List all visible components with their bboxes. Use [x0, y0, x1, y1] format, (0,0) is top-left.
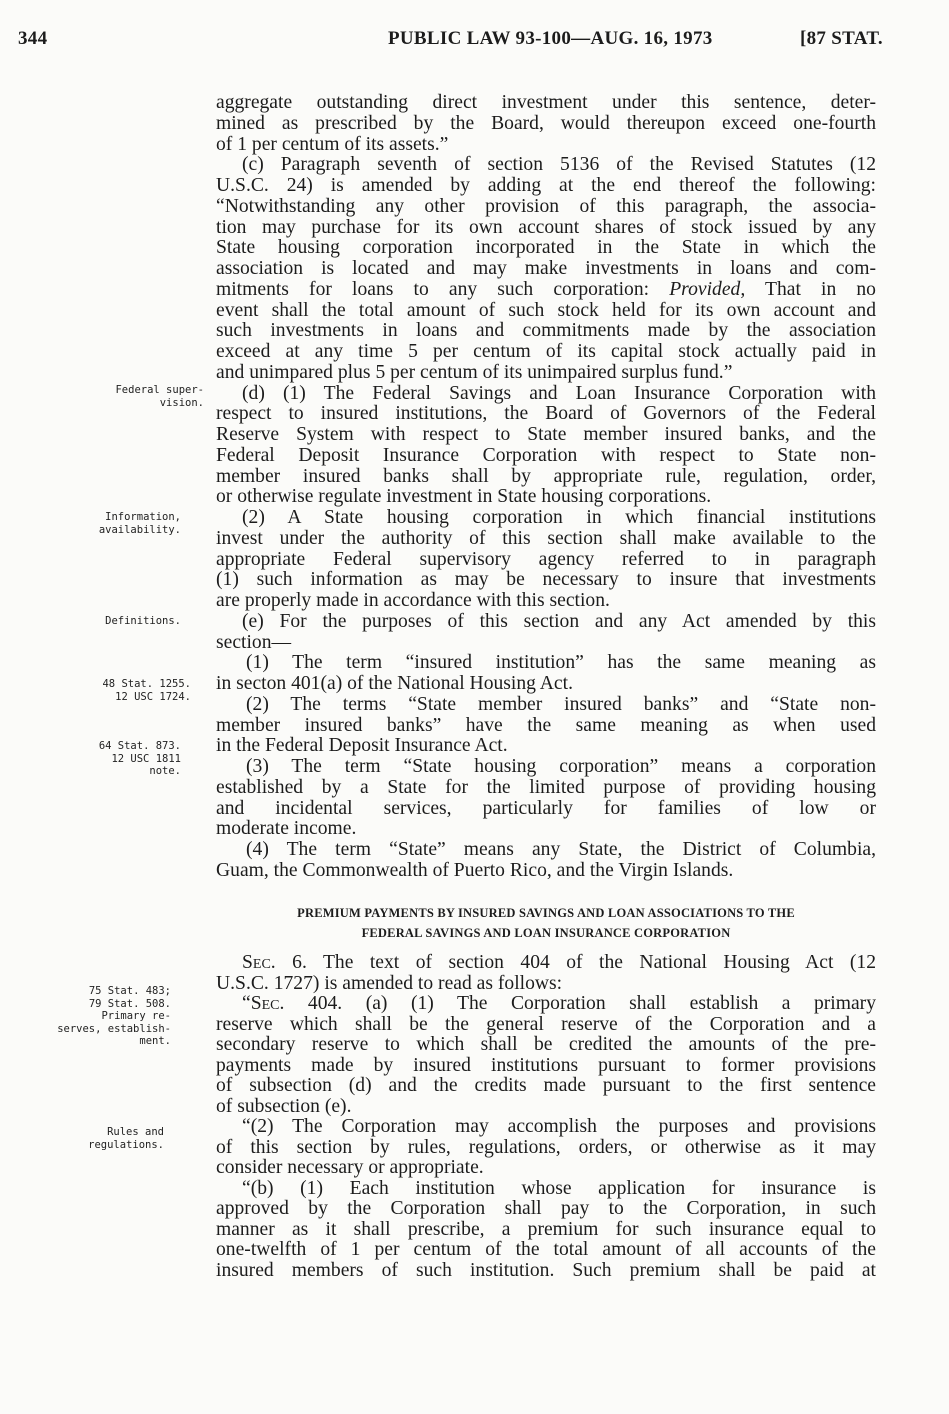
margin-note-line: Primary re- [101, 1010, 171, 1022]
text-run: Federal Deposit Insurance Corporation with respect to State non- [216, 444, 876, 466]
text-run: in secton 401(a) of the National Housing Act. [216, 673, 573, 694]
text-line [216, 176, 876, 197]
margin-note-rules [88, 1126, 164, 1151]
text-run: in the Federal Deposit Insurance Act. [216, 735, 508, 757]
margin-note-line: note. [149, 765, 181, 777]
text-line [216, 1076, 876, 1097]
text-line [216, 736, 876, 757]
text-line [216, 612, 876, 633]
text-run: approved by the Corporation shall pay to the Corporation, in such [216, 1198, 876, 1219]
text-line [216, 404, 876, 425]
text-line [216, 819, 876, 840]
text-run: manner as it shall prescribe, a premium for such insurance equal to [216, 1218, 876, 1240]
text-line [216, 840, 876, 861]
text-run: (1) The term “insured institution” has the same meaning as [246, 652, 876, 674]
margin-note-line: Rules and [107, 1126, 164, 1138]
text-line [216, 1117, 876, 1138]
text-line [216, 508, 876, 529]
text-line [216, 674, 876, 695]
text-line [216, 425, 876, 446]
text-run: reserve which shall be the general reserve of the Corporation and a [216, 1013, 876, 1035]
text-run: payments made by insured institutions pursuant to former provisions [216, 1054, 876, 1076]
text-line [216, 384, 876, 405]
text-run: of subsection (e). [216, 1095, 352, 1117]
text-line [216, 1138, 876, 1159]
margin-note-line: 48 Stat. 1255. [102, 678, 191, 690]
text-run: (4) The term “State” means any State, the District of Columbia, [246, 839, 876, 860]
margin-note-line: vision. [159, 396, 204, 409]
text-run: are properly made in accordance with this section. [216, 590, 610, 611]
body-text-section-5 [216, 93, 876, 882]
text-run: association is located and may make investments in loans and com- [216, 258, 876, 279]
text-line [216, 1261, 876, 1282]
statute-reference: [87 STAT. [800, 28, 883, 49]
text-run: “(2) The Corporation may accomplish the purposes and provisions [242, 1116, 876, 1137]
text-run: aggregate outstanding direct investment under this sentence, deter- [216, 92, 876, 113]
text-run: (1) such information as may be necessary to insure that investments [216, 569, 876, 591]
text-run: 6. The text of section 404 of the National Housing Act (12 [275, 952, 876, 973]
margin-note-line: 12 USC 1724. [115, 690, 191, 703]
text-line [216, 653, 876, 674]
text-run: of subsection (d) and the credits made pursuant to the first sentence [216, 1075, 876, 1096]
text-line [216, 529, 876, 550]
text-line [216, 93, 876, 114]
text-run: State housing corporation incorporated in the State in which the [216, 237, 876, 259]
text-line [216, 487, 876, 508]
text-run: (2) A State housing corporation in which financial institutions [242, 507, 876, 528]
text-line [216, 114, 876, 135]
margin-note-64-stat [99, 740, 181, 778]
text-line [216, 218, 876, 239]
text-run: moderate income. [216, 818, 357, 840]
text-run: appropriate Federal supervisory agency referred to in paragraph [216, 548, 876, 570]
text-run: or otherwise regulate investment in State housing corporations. [216, 486, 712, 508]
text-run: mitments for loans to any such corporation: [216, 278, 670, 300]
text-run: and incidental services, particularly for families of low or [216, 797, 876, 819]
text-run: (e) For the purposes of this section and any Act amended by this [242, 610, 876, 632]
text-line [216, 259, 876, 280]
text-run: event shall the total amount of such stock held for its own account and [216, 299, 876, 321]
text-line [216, 1199, 876, 1220]
text-run: exceed at any time 5 per centum of its capital stock actually paid in [216, 341, 876, 362]
text-line [216, 974, 876, 995]
text-line [216, 197, 876, 218]
text-run: U.S.C. 24) is amended by adding at the end thereof the following: [216, 175, 876, 196]
text-run: of 1 per centum of its assets.” [216, 133, 449, 155]
margin-note-line: 79 Stat. 508. [88, 997, 171, 1010]
text-run: Guam, the Commonwealth of Puerto Rico, and the Virgin Islands. [216, 859, 734, 881]
text-run: Reserve System with respect to State member insured banks, and the [216, 424, 876, 445]
text-line [216, 342, 876, 363]
text-line [216, 238, 876, 259]
text-line [216, 321, 876, 342]
section-heading-line-1: PREMIUM PAYMENTS BY INSURED SAVINGS AND LOAN ASSOCIATIONS TO THE [297, 906, 795, 920]
text-run: established by a State for the limited purpose of providing housing [216, 776, 876, 798]
text-line [216, 1097, 876, 1118]
text-run: tion may purchase for its own account shares of stock issued by any [216, 216, 876, 238]
page-title: PUBLIC LAW 93-100—AUG. 16, 1973 [388, 28, 713, 49]
text-run: (3) The term “State housing corporation” means a corporation [246, 756, 876, 777]
text-run: “Notwithstanding any other provision of this paragraph, the associa- [216, 195, 876, 217]
text-run: section— [216, 631, 292, 653]
text-line [216, 155, 876, 176]
margin-note-line: Definitions. [105, 615, 181, 627]
margin-note-information [99, 511, 181, 536]
margin-note-75-stat [57, 985, 171, 1048]
text-run: (2) The terms “State member insured banks” and “State non- [246, 693, 876, 715]
text-line [216, 695, 876, 716]
text-run: secondary reserve to which shall be credited the amounts of the pre- [216, 1034, 876, 1055]
text-run: U.S.C. 1727) is amended to read as follows: [216, 972, 563, 994]
margin-note-line: availability. [98, 523, 181, 536]
text-run: insured members of such institution. Such premium shall be paid at [216, 1259, 876, 1281]
text-run: “ [242, 993, 251, 1014]
text-run: Sec. [242, 952, 276, 973]
margin-note-line: regulations. [88, 1138, 164, 1151]
text-run: 404. (a) (1) The Corporation shall establish a primary [284, 993, 876, 1014]
margin-note-line: 12 USC 1811 [111, 752, 181, 765]
text-line [216, 446, 876, 467]
text-line [216, 861, 876, 882]
margin-note-line: 75 Stat. 483; [88, 985, 171, 997]
text-line [216, 363, 876, 384]
body-text-section-6 [216, 953, 876, 1281]
text-line [216, 1035, 876, 1056]
text-line [216, 550, 876, 571]
text-line [216, 467, 876, 488]
text-line [216, 570, 876, 591]
text-run: invest under the authority of this section shall make available to the [216, 527, 876, 549]
text-run: member insured banks” have the same meaning as when used [216, 714, 876, 736]
margin-note-line: Federal super- [115, 384, 204, 396]
text-line [216, 778, 876, 799]
text-run: and unimpared plus 5 per centum of its unimpaired surplus fund.” [216, 361, 733, 383]
text-line [216, 799, 876, 820]
margin-note-definitions [105, 615, 181, 628]
section-heading-line-2: FEDERAL SAVINGS AND LOAN INSURANCE CORPORATION [361, 926, 731, 940]
text-line [216, 1179, 876, 1200]
text-run: Provided, [669, 278, 746, 300]
text-run: member insured banks shall by appropriate rule, regulation, order, [216, 465, 876, 487]
margin-note-federal-supervision [115, 384, 204, 409]
page-number: 344 [18, 28, 48, 49]
margin-note-line: ment. [139, 1035, 171, 1047]
margin-note-line: Information, [105, 511, 181, 523]
text-run: consider necessary or appropriate. [216, 1157, 484, 1178]
text-run: (d) (1) The Federal Savings and Loan Insurance Corporation with [242, 382, 876, 404]
text-line [216, 1240, 876, 1261]
text-line [216, 1158, 876, 1179]
text-run: of this section by rules, regulations, orders, or otherwise as it may [216, 1136, 876, 1158]
text-line [216, 716, 876, 737]
margin-note-48-stat [102, 678, 191, 703]
text-line [216, 1056, 876, 1077]
text-line [216, 633, 876, 654]
text-line [216, 301, 876, 322]
text-run: such investments in loans and commitments made by the association [216, 320, 876, 342]
text-line [216, 953, 876, 974]
text-run: (c) Paragraph seventh of section 5136 of the Revised Statutes (12 [242, 154, 876, 176]
text-run: That in no [745, 278, 876, 300]
text-line [216, 1220, 876, 1241]
text-line [216, 1015, 876, 1036]
margin-note-line: serves, establish- [57, 1022, 171, 1035]
text-line [216, 994, 876, 1015]
text-run: respect to insured institutions, the Board of Governors of the Federal [216, 403, 876, 425]
text-run: “(b) (1) Each institution whose application for insurance is [242, 1177, 876, 1199]
text-run: mined as prescribed by the Board, would thereupon exceed one-fourth [216, 112, 876, 134]
text-run: one-twelfth of 1 per centum of the total amount of all accounts of the [216, 1239, 876, 1260]
text-line [216, 135, 876, 156]
text-line [216, 591, 876, 612]
text-line [216, 757, 876, 778]
text-line [216, 280, 876, 301]
text-run: Sec. [250, 993, 285, 1014]
margin-note-line: 64 Stat. 873. [98, 740, 181, 752]
